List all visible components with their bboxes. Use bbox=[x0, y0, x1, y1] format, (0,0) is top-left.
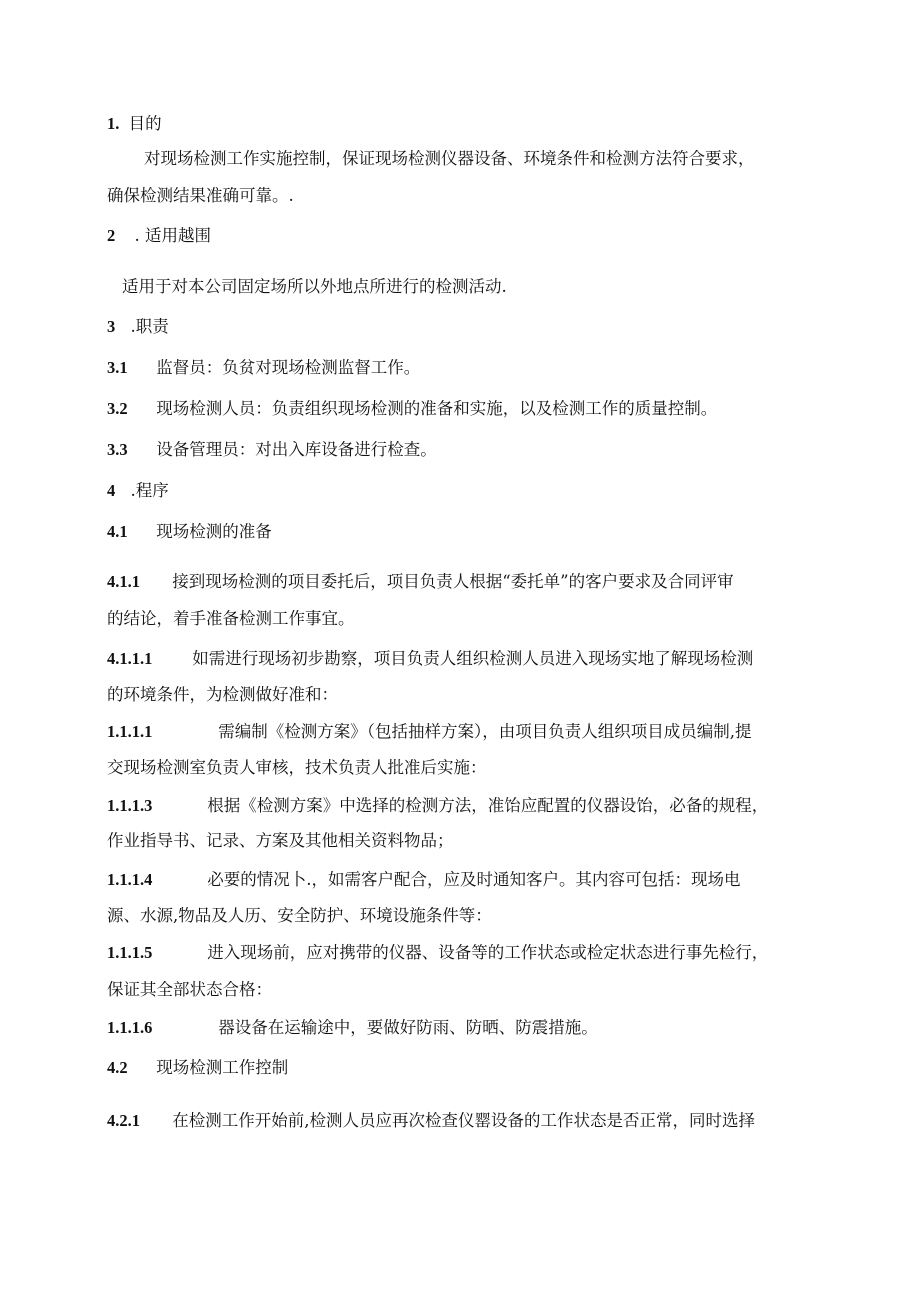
section-number: 1. bbox=[107, 114, 120, 133]
clause-1-1-1-5 bbox=[107, 942, 768, 964]
clause-number: 4.1.1 bbox=[107, 572, 140, 591]
clause-number: 4.2.1 bbox=[107, 1111, 140, 1130]
clause-4-1-1-1 bbox=[107, 648, 753, 670]
clause-number: 3.1 bbox=[107, 358, 128, 377]
clause-text: 现场检测的准备 bbox=[156, 522, 272, 541]
section-heading-2 bbox=[107, 225, 211, 247]
clause-number: 3.3 bbox=[107, 440, 128, 459]
clause-text: 设备管理员：对出入库设备进行检查。 bbox=[156, 440, 437, 459]
section-heading-1 bbox=[107, 113, 162, 135]
clause-number: 1.1.1.4 bbox=[107, 870, 153, 889]
clause-4-1 bbox=[107, 521, 272, 543]
paragraph-line: 确保检测结果准确可靠。. bbox=[107, 186, 294, 205]
clause-1-1-1-6 bbox=[107, 1017, 598, 1039]
section-heading-3 bbox=[107, 316, 169, 338]
clause-number: 4.2 bbox=[107, 1058, 128, 1077]
clause-text: 进入现场前，应对携带的仪器、设备等的工作状态或检定状态进行事先检行， bbox=[207, 943, 769, 962]
clause-number: 1.1.1.1 bbox=[107, 722, 153, 741]
clause-text: 在检测工作开始前,检测人员应再次检查仪罂设备的工作状态是否正常，同时选择 bbox=[172, 1111, 755, 1130]
clause-4-1-1 bbox=[107, 571, 734, 593]
paragraph-line: 的结论，着手准备检测工作事宜。 bbox=[107, 609, 355, 628]
clause-text: 现场检测人员：负责组织现场检测的准备和实施，以及检测工作的质量控制。 bbox=[156, 399, 718, 418]
paragraph-line: 对现场检测工作实施控制，保证现场检测仪器设备、环境条件和检测方法符合要求， bbox=[144, 149, 755, 168]
clause-text: 现场检测工作控制 bbox=[156, 1058, 289, 1077]
clause-3-2 bbox=[107, 398, 717, 420]
paragraph-line: 作业指导书、记录、方案及其他相关资料物品； bbox=[107, 831, 454, 850]
clause-text: 必要的情况卜.，如需客户配合，应及时通知客户。其内容可包括：现场电 bbox=[207, 870, 741, 889]
clause-number: 1.1.1.6 bbox=[107, 1018, 153, 1037]
clause-text: 监督员：负贫对现场检测监督工作。 bbox=[156, 358, 421, 377]
clause-text: 根据《检测方案》中选择的检测方法，准饴应配置的仪器设饴，必备的规程， bbox=[207, 796, 769, 815]
clause-number: 1.1.1.5 bbox=[107, 943, 153, 962]
paragraph-line: 保证其全部状态合格： bbox=[107, 980, 272, 999]
section-number: 4 bbox=[107, 481, 116, 500]
clause-4-2-1 bbox=[107, 1110, 755, 1132]
clause-number: 3.2 bbox=[107, 399, 128, 418]
section-number: 3 bbox=[107, 317, 116, 336]
clause-1-1-1-4 bbox=[107, 869, 741, 891]
section-title: .职责 bbox=[130, 317, 169, 336]
paragraph-line: 适用于对本公司固定场所以外地点所进行的检测活动. bbox=[122, 277, 507, 296]
clause-number: 1.1.1.3 bbox=[107, 796, 153, 815]
clause-text: 需编制《检测方案》（包括抽样方案），由项目负责人组织项目成员编制,提 bbox=[218, 722, 752, 741]
clause-number: 4.1.1.1 bbox=[107, 649, 153, 668]
clause-text: 接到现场检测的项目委托后，项目负责人根据“委托单”的客户要求及合同评审 bbox=[172, 572, 734, 591]
section-number: 2 bbox=[107, 226, 116, 245]
section-title: .程序 bbox=[130, 481, 169, 500]
clause-4-2 bbox=[107, 1057, 288, 1079]
section-title: . 适用越围 bbox=[134, 226, 211, 245]
clause-text: 器设备在运输途中，要做好防雨、防晒、防震措施。 bbox=[218, 1018, 598, 1037]
clause-number: 4.1 bbox=[107, 522, 128, 541]
paragraph-line: 的环境条件，为检测做好准和： bbox=[107, 685, 338, 704]
clause-3-1 bbox=[107, 357, 420, 379]
clause-1-1-1-3 bbox=[107, 795, 768, 817]
paragraph-line: 源、水源,物品及人历、安全防护、环境设施条件等： bbox=[107, 906, 492, 925]
paragraph-line: 交现场检测室负责人审核，技术负责人批准后实施： bbox=[107, 758, 487, 777]
clause-1-1-1-1 bbox=[107, 721, 752, 743]
section-heading-4 bbox=[107, 480, 169, 502]
clause-3-3 bbox=[107, 439, 437, 461]
section-title: 目的 bbox=[128, 114, 162, 133]
clause-text: 如需进行现场初步勘察，项目负责人组织检测人员进入现场实地了解现场检测 bbox=[192, 649, 754, 668]
